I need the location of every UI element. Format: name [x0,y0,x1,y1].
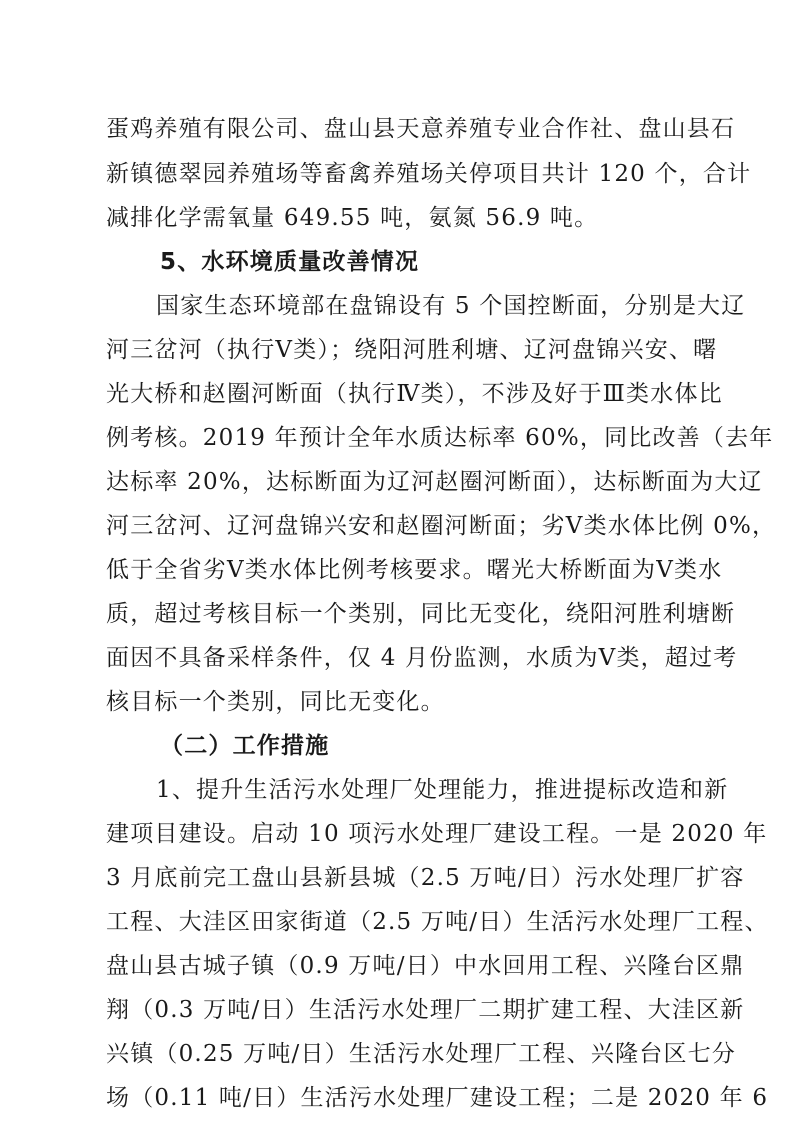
text-line: 河三岔河、辽河盘锦兴安和赵圈河断面；劣Ⅴ类水体比例 0%， [106,513,777,539]
text-line: 工程、大洼区田家街道（2.5 万吨/日）生活污水处理厂工程、 [106,909,769,935]
text-line: 翔（0.3 万吨/日）生活污水处理厂二期扩建工程、大洼区新 [106,997,745,1023]
text-line: 新镇德翠园养殖场等畜禽养殖场关停项目共计 120 个，合计 [106,161,752,187]
section-heading: 5、水环境质量改善情况 [160,249,420,275]
subsection-heading: （二）工作措施 [160,733,330,759]
text-line: 减排化学需氧量 649.55 吨，氨氮 56.9 吨。 [106,205,599,231]
text-line: 国家生态环境部在盘锦设有 5 个国控断面，分别是大辽 [156,293,746,319]
text-line: 建项目建设。启动 10 项污水处理厂建设工程。一是 2020 年 [106,821,768,847]
text-line: 低于全省劣Ⅴ类水体比例考核要求。曙光大桥断面为Ⅴ类水 [106,557,723,583]
text-line: 光大桥和赵圈河断面（执行Ⅳ类），不涉及好于Ⅲ类水体比 [106,381,723,407]
text-line: 达标率 20%，达标断面为辽河赵圈河断面），达标断面为大辽 [106,469,763,495]
text-line: 面因不具备采样条件，仅 4 月份监测，水质为Ⅴ类，超过考 [106,645,738,671]
text-line: 蛋鸡养殖有限公司、盘山县天意养殖专业合作社、盘山县石 [106,116,736,142]
text-line: 核目标一个类别，同比无变化。 [106,689,445,715]
text-line: 河三岔河（执行Ⅴ类）；绕阳河胜利塘、辽河盘锦兴安、曙 [106,337,718,363]
text-line: 3 月底前完工盘山县新县城（2.5 万吨/日）污水处理厂扩容 [106,865,745,891]
text-line: 1、提升生活污水处理厂处理能力，推进提标改造和新 [156,777,729,803]
text-line: 兴镇（0.25 万吨/日）生活污水处理厂工程、兴隆台区七分 [106,1041,737,1067]
text-line: 场（0.11 吨/日）生活污水处理厂建设工程；二是 2020 年 6 [106,1085,769,1111]
text-line: 例考核。2019 年预计全年水质达标率 60%，同比改善（去年 [106,425,774,451]
text-line: 质，超过考核目标一个类别，同比无变化，绕阳河胜利塘断 [106,601,736,627]
text-line: 盘山县古城子镇（0.9 万吨/日）中水回用工程、兴隆台区鼎 [106,953,745,979]
